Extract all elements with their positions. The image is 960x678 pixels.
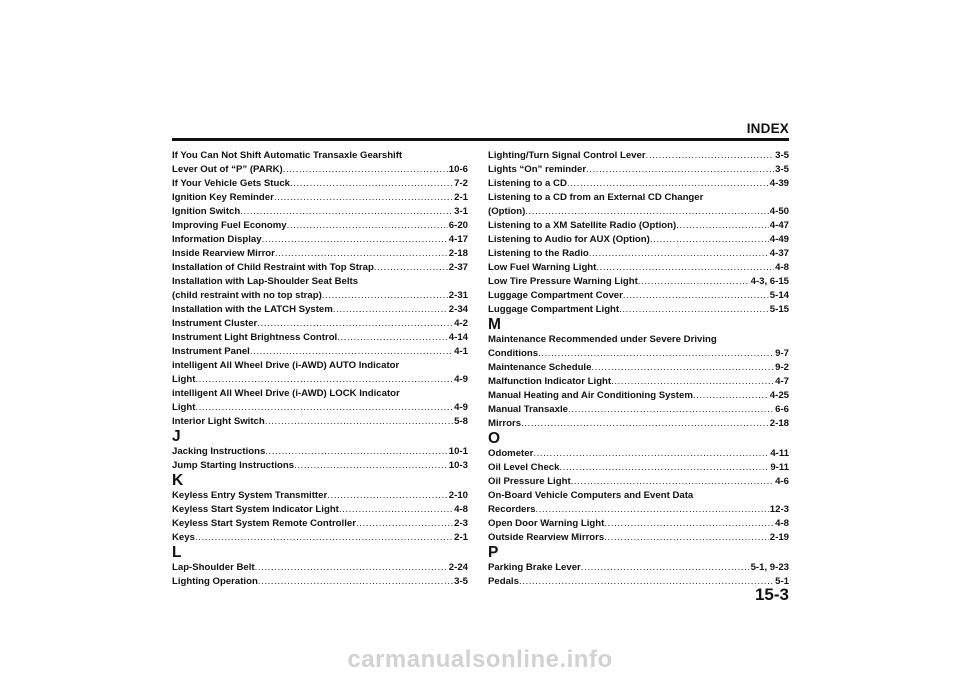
index-entry-label: Keyless Entry System Transmitter	[172, 490, 328, 501]
dot-leader	[581, 561, 750, 575]
index-letter-p: P	[488, 544, 499, 561]
index-letter-j: J	[172, 428, 181, 445]
index-entry-row	[488, 461, 789, 475]
index-entry	[172, 345, 468, 359]
index-entry-label: If Your Vehicle Gets Stuck	[172, 178, 291, 189]
dot-leader	[521, 417, 769, 431]
index-entry-page-ref: 4-8	[454, 504, 468, 515]
dot-leader	[535, 503, 768, 517]
index-entry	[172, 503, 468, 517]
index-entry-row	[488, 219, 789, 233]
dot-leader	[604, 517, 774, 531]
index-entry-page-ref: 2-1	[454, 192, 468, 203]
dot-leader	[356, 517, 453, 531]
index-entry-row	[488, 561, 789, 575]
index-entry	[488, 233, 789, 247]
index-entry-page-ref: 2-19	[769, 532, 789, 543]
dot-leader	[283, 163, 448, 177]
index-entry-label: Keyless Start System Indicator Light	[172, 504, 339, 515]
index-entry-line: On-Board Vehicle Computers and Event Data	[488, 490, 694, 501]
dot-leader	[275, 247, 448, 261]
dot-leader	[339, 503, 453, 517]
dot-leader	[195, 373, 453, 387]
index-entry-row	[488, 149, 789, 163]
dot-leader	[374, 261, 448, 275]
index-entry-row	[172, 517, 468, 531]
index-entry	[488, 417, 789, 431]
index-entry	[172, 445, 468, 459]
index-entry-row	[488, 417, 789, 431]
index-entry	[172, 561, 468, 575]
index-entry-page-ref: 5-14	[769, 290, 789, 301]
dot-leader	[596, 261, 774, 275]
index-entry	[172, 205, 468, 219]
index-entry	[488, 475, 789, 489]
index-entry-page-ref: 3-5	[775, 164, 789, 175]
index-entry-row	[488, 205, 789, 219]
dot-leader	[604, 531, 769, 545]
index-entry-page-ref: 4-25	[769, 390, 789, 401]
index-entry-page-ref: 7-2	[454, 178, 468, 189]
index-entry-page-ref: 4-14	[448, 332, 468, 343]
index-entry-row	[488, 475, 789, 489]
index-entry-row	[488, 163, 789, 177]
dot-leader	[646, 149, 775, 163]
index-entry	[172, 247, 468, 261]
index-entry-page-ref: 4-8	[775, 262, 789, 273]
index-entry	[172, 387, 468, 415]
index-entry	[488, 333, 789, 361]
dot-leader	[519, 575, 774, 589]
index-column-right	[488, 149, 789, 589]
index-entry-row	[172, 373, 468, 387]
index-entry	[172, 149, 468, 177]
index-entry-label: Lighting/Turn Signal Control Lever	[488, 150, 646, 161]
index-entry-page-ref: 2-18	[448, 248, 468, 259]
index-entry-line: Maintenance Recommended under Severe Driving	[488, 334, 717, 345]
index-entry-row	[172, 289, 468, 303]
index-entry-label: Oil Pressure Light	[488, 476, 571, 487]
index-entry-page-ref: 4-17	[448, 234, 468, 245]
index-entry-page-ref: 3-1	[454, 206, 468, 217]
index-entry	[172, 331, 468, 345]
index-entry-line: intelligent All Wheel Drive (i-AWD) LOCK Indicator	[172, 388, 400, 399]
index-entry-page-ref: 4-47	[769, 220, 789, 231]
index-entry-page-ref: 9-11	[770, 462, 789, 473]
index-entry-row	[172, 503, 468, 517]
index-entry-label: Conditions	[488, 348, 539, 359]
dot-leader	[567, 177, 769, 191]
index-entry-label: Luggage Compartment Light	[488, 304, 620, 315]
dot-leader	[262, 233, 448, 247]
index-entry	[172, 317, 468, 331]
index-column-left	[172, 149, 468, 589]
dot-leader	[195, 401, 453, 415]
dot-leader	[591, 361, 774, 375]
dot-leader	[676, 219, 769, 233]
index-entry-page-ref: 4-9	[454, 402, 468, 413]
index-entry-page-ref: 4-8	[775, 518, 789, 529]
dot-leader	[619, 303, 769, 317]
index-entry-page-ref: 4-11	[770, 448, 789, 459]
index-entry-label: Open Door Warning Light	[488, 518, 605, 529]
dot-leader	[589, 247, 769, 261]
watermark: carmanualsonline.info	[347, 646, 613, 673]
index-entry-row	[488, 447, 789, 461]
dot-leader	[255, 561, 448, 575]
index-entry-line: intelligent All Wheel Drive (i-AWD) AUTO Indicator	[172, 360, 400, 371]
index-entry-row	[172, 561, 468, 575]
index-entry-row	[172, 401, 468, 415]
index-entry	[488, 191, 789, 219]
index-entry-label: Low Tire Pressure Warning Light	[488, 276, 638, 287]
index-entry-page-ref: 10-1	[448, 446, 468, 457]
dot-leader	[559, 461, 769, 475]
index-entry-label: Jump Starting Instructions	[172, 460, 295, 471]
index-entry-label: Keyless Start System Remote Controller	[172, 518, 356, 529]
header-rule	[172, 138, 789, 141]
dot-leader	[274, 191, 453, 205]
index-entry	[172, 191, 468, 205]
page-number: 15-3	[754, 585, 789, 604]
index-entry-label: Inside Rearview Mirror	[172, 248, 275, 259]
index-entry-page-ref: 9-2	[775, 362, 789, 373]
index-entry-label: Mirrors	[488, 418, 522, 429]
index-entry-row	[172, 303, 468, 317]
index-letter-l: L	[172, 544, 182, 561]
index-letter-m: M	[488, 316, 501, 333]
index-entry-row	[172, 345, 468, 359]
page-header-title: INDEX	[746, 121, 789, 136]
index-entry	[488, 149, 789, 163]
index-entry-label: Information Display	[172, 234, 262, 245]
index-entry-page-ref: 3-5	[775, 150, 789, 161]
dot-leader	[638, 275, 750, 289]
index-entry-line: Listening to a CD from an External CD Changer	[488, 192, 704, 203]
dot-leader	[538, 347, 774, 361]
index-entry-page-ref: 6-6	[775, 404, 789, 415]
index-entry-line: If You Can Not Shift Automatic Transaxle Gearshift	[172, 150, 403, 161]
index-entry-label: Pedals	[488, 576, 519, 587]
index-entry-label: Ignition Key Reminder	[172, 192, 274, 203]
index-entry	[488, 361, 789, 375]
index-entry-page-ref: 10-3	[448, 460, 468, 471]
index-entry	[172, 531, 468, 545]
index-entry-page-ref: 4-39	[769, 178, 789, 189]
index-entry-label: Lights “On” reminder	[488, 164, 587, 175]
index-letter-k: K	[172, 472, 184, 489]
index-entry	[488, 389, 789, 403]
index-entry-row	[488, 531, 789, 545]
index-entry-page-ref: 4-49	[769, 234, 789, 245]
index-entry	[172, 233, 468, 247]
dot-leader	[290, 177, 453, 191]
index-entry-row	[172, 177, 468, 191]
index-entry-row	[172, 317, 468, 331]
index-entry-row	[488, 233, 789, 247]
index-entry-row	[172, 261, 468, 275]
index-entry-page-ref: 4-50	[769, 206, 789, 217]
index-entry-page-ref: 9-7	[775, 348, 789, 359]
index-letter-o: O	[488, 430, 501, 447]
index-entry-row	[172, 247, 468, 261]
dot-leader	[333, 303, 448, 317]
index-entry-page-ref: 4-2	[454, 318, 468, 329]
dot-leader	[586, 163, 774, 177]
index-entry-label: Low Fuel Warning Light	[488, 262, 597, 273]
index-entry-row	[172, 233, 468, 247]
index-entry-page-ref: 5-1	[775, 576, 789, 587]
index-entry-page-ref: 2-34	[448, 304, 468, 315]
index-entry	[172, 359, 468, 387]
index-entry-label: Improving Fuel Economy	[172, 220, 287, 231]
dot-leader	[240, 205, 453, 219]
index-entry-row	[488, 303, 789, 317]
index-entry	[488, 461, 789, 475]
index-entry-row	[488, 275, 789, 289]
dot-leader	[611, 375, 774, 389]
index-entry	[172, 177, 468, 191]
index-entry-row	[172, 489, 468, 503]
index-entry-page-ref: 2-24	[448, 562, 468, 573]
index-entry-label: Malfunction Indicator Light	[488, 376, 612, 387]
index-entry	[488, 163, 789, 177]
index-entry-row	[488, 517, 789, 531]
index-entry-label: Light	[172, 374, 196, 385]
index-entry-page-ref: 10-6	[448, 164, 468, 175]
index-entry	[488, 531, 789, 545]
dot-leader	[568, 403, 774, 417]
index-entry-label: Manual Transaxle	[488, 404, 568, 415]
index-entry-page-ref: 4-6	[775, 476, 789, 487]
index-entry-page-ref: 2-37	[448, 262, 468, 273]
index-entry	[172, 489, 468, 503]
index-entry-label: Instrument Cluster	[172, 318, 258, 329]
index-entry-label: Instrument Panel	[172, 346, 250, 357]
index-entry	[488, 177, 789, 191]
index-entry-page-ref: 2-31	[448, 290, 468, 301]
index-entry-page-ref: 4-9	[454, 374, 468, 385]
dot-leader	[571, 475, 774, 489]
index-entry-row	[172, 415, 468, 429]
index-entry-page-ref: 12-3	[769, 504, 789, 515]
index-entry-page-ref: 2-3	[454, 518, 468, 529]
dot-leader	[327, 489, 448, 503]
dot-leader	[258, 575, 453, 589]
index-entry	[172, 219, 468, 233]
index-entry	[488, 517, 789, 531]
index-entry-row	[172, 575, 468, 589]
index-entry-label: (Option)	[488, 206, 526, 217]
index-entry	[172, 303, 468, 317]
index-entry-label: Interior Light Switch	[172, 416, 265, 427]
index-entry-row	[488, 289, 789, 303]
index-entry-label: Outside Rearview Mirrors	[488, 532, 605, 543]
index-entry-row	[488, 403, 789, 417]
index-entry-row	[172, 163, 468, 177]
index-entry-label: Luggage Compartment Cover	[488, 290, 623, 301]
index-entry-page-ref: 5-15	[769, 304, 789, 315]
index-entry-page-ref: 4-37	[769, 248, 789, 259]
index-entry-label: Recorders	[488, 504, 536, 515]
index-entry	[488, 575, 789, 589]
dot-leader	[533, 447, 769, 461]
index-entry-label: Instrument Light Brightness Control	[172, 332, 338, 343]
dot-leader	[265, 415, 453, 429]
index-entry-row	[488, 177, 789, 191]
index-entry-label: Lighting Operation	[172, 576, 258, 587]
index-entry-label: Odometer	[488, 448, 534, 459]
dot-leader	[650, 233, 769, 247]
index-entry-row	[488, 375, 789, 389]
index-entry-label: Light	[172, 402, 196, 413]
index-entry-row	[172, 445, 468, 459]
index-entry-label: Oil Level Check	[488, 462, 560, 473]
index-entry-row	[488, 247, 789, 261]
index-entry-label: Manual Heating and Air Conditioning System	[488, 390, 693, 401]
index-entry	[172, 261, 468, 275]
index-entry-page-ref: 4-3, 6-15	[750, 276, 789, 287]
dot-leader	[294, 459, 448, 473]
index-entry	[488, 447, 789, 461]
index-entry-label: Installation with the LATCH System	[172, 304, 333, 315]
index-entry-label: Jacking Instructions	[172, 446, 266, 457]
index-entry-page-ref: 2-18	[769, 418, 789, 429]
index-entry-page-ref: 4-1	[454, 346, 468, 357]
dot-leader	[287, 219, 448, 233]
index-entry-label: Maintenance Schedule	[488, 362, 592, 373]
index-entry-label: Listening to a CD	[488, 178, 567, 189]
index-entry-line: Installation with Lap-Shoulder Seat Belts	[172, 276, 359, 287]
index-entry-label: Ignition Switch	[172, 206, 241, 217]
index-entry	[172, 459, 468, 473]
index-entry-row	[488, 503, 789, 517]
index-entry-label: Keys	[172, 532, 195, 543]
index-entry-label: Installation of Child Restraint with Top Strap	[172, 262, 374, 273]
index-entry-row	[488, 261, 789, 275]
index-entry-row	[488, 347, 789, 361]
dot-leader	[525, 205, 769, 219]
index-entry-row	[488, 575, 789, 589]
index-entry	[172, 517, 468, 531]
index-entry	[488, 247, 789, 261]
index-entry	[172, 275, 468, 303]
dot-leader	[257, 317, 453, 331]
dot-leader	[322, 289, 448, 303]
index-entry	[172, 415, 468, 429]
index-entry-label: Lever Out of “P” (PARK)	[172, 164, 283, 175]
index-entry	[488, 275, 789, 289]
dot-leader	[623, 289, 769, 303]
index-entry	[488, 561, 789, 575]
dot-leader	[693, 389, 769, 403]
index-entry	[488, 403, 789, 417]
dot-leader	[250, 345, 453, 359]
dot-leader	[337, 331, 448, 345]
index-entry	[488, 303, 789, 317]
index-entry-row	[172, 531, 468, 545]
index-entry-page-ref: 6-20	[448, 220, 468, 231]
index-entry-label: Listening to the Radio	[488, 248, 589, 259]
index-entry-page-ref: 2-1	[454, 532, 468, 543]
index-entry-row	[488, 389, 789, 403]
dot-leader	[265, 445, 448, 459]
index-entry	[488, 261, 789, 275]
index-entry-page-ref: 5-8	[454, 416, 468, 427]
index-entry	[172, 575, 468, 589]
index-entry-page-ref: 2-10	[448, 490, 468, 501]
index-entry-row	[488, 361, 789, 375]
index-entry-label: Listening to Audio for AUX (Option)	[488, 234, 650, 245]
index-entry-page-ref: 4-7	[775, 376, 789, 387]
index-entry-label: Listening to a XM Satellite Radio (Option)	[488, 220, 677, 231]
index-entry-row	[172, 205, 468, 219]
index-entry-row	[172, 459, 468, 473]
index-entry-row	[172, 191, 468, 205]
index-entry	[488, 219, 789, 233]
index-entry-label: (child restraint with no top strap)	[172, 290, 322, 301]
dot-leader	[195, 531, 453, 545]
index-entry-label: Lap-Shoulder Belt	[172, 562, 255, 573]
index-entry-row	[172, 331, 468, 345]
index-entry	[488, 289, 789, 303]
index-entry-page-ref: 5-1, 9-23	[750, 562, 789, 573]
index-entry-page-ref: 3-5	[454, 576, 468, 587]
index-entry-row	[172, 219, 468, 233]
index-entry	[488, 375, 789, 389]
index-entry-label: Parking Brake Lever	[488, 562, 581, 573]
index-entry	[488, 489, 789, 517]
